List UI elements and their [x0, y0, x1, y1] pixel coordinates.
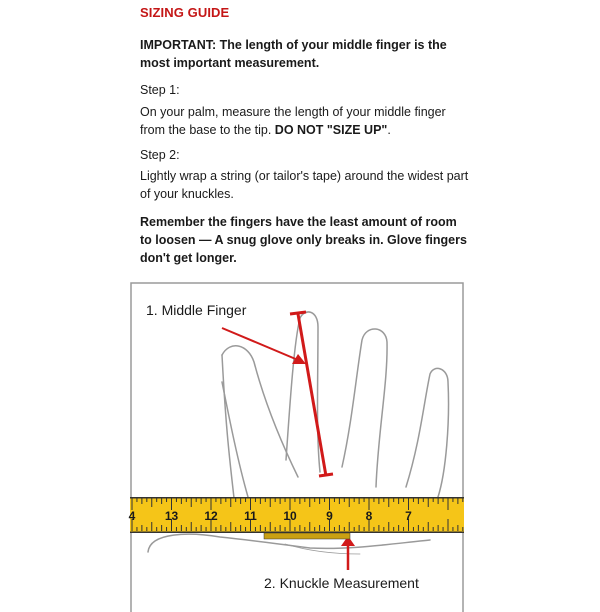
step1-end: . [387, 123, 391, 137]
step2-label: Step 2: [140, 148, 180, 162]
sizing-guide-title: SIZING GUIDE [140, 5, 230, 20]
knuckle-tape-band [264, 533, 350, 539]
step1-body: On your palm, measure the length of your middle finger from the base to the tip. [140, 105, 446, 137]
tape-number: 4 [128, 509, 136, 523]
step1-emphasis: DO NOT "SIZE UP" [274, 123, 388, 137]
tape-number: 11 [244, 509, 257, 523]
step2-text: Lightly wrap a string (or tailor's tape) around the widest part of your knuckles. [140, 169, 469, 201]
tape-number: 7 [405, 509, 412, 523]
tape-number: 8 [365, 509, 373, 523]
tape-number: 10 [283, 509, 297, 523]
important-note: IMPORTANT: The length of your middle finger is the most important measurement. [140, 38, 447, 70]
tape-number: 13 [164, 509, 179, 523]
middle-finger-label: 1. Middle Finger [146, 302, 247, 318]
step1-text [140, 103, 470, 139]
tape-number: 12 [204, 509, 218, 523]
middle-finger-bottom-cap [319, 474, 333, 476]
hand-measurement-diagram [130, 282, 464, 612]
reminder-note: Remember the fingers have the least amount of room to loosen — A snug glove only breaks in. Glove fingers don't get longer. [140, 215, 467, 265]
middle-finger-top-cap [290, 312, 306, 314]
tape-number: 9 [326, 509, 333, 523]
hand-diagram-svg [130, 282, 464, 602]
step1-label: Step 1: [140, 83, 180, 97]
knuckle-label: 2. Knuckle Measurement [264, 575, 419, 591]
